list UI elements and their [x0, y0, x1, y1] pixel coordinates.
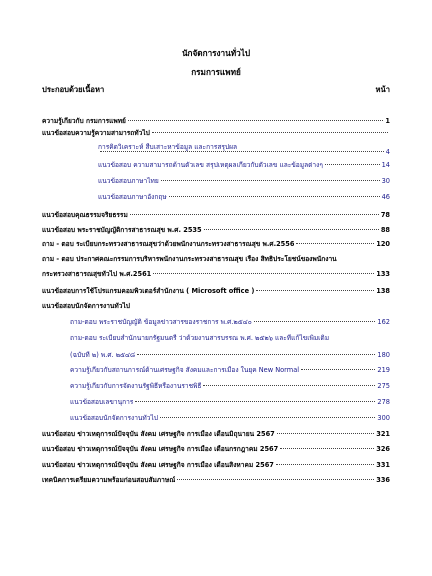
dot-leader	[135, 401, 375, 402]
toc-entry-page: 1	[385, 117, 390, 125]
toc-entry	[42, 255, 390, 263]
toc-entry-title: ถาม-ตอบ พระราชบัญญัติ ข้อมูลข่าวสารของราชการ พ.ศ.๒๕๔๐	[70, 318, 252, 326]
toc-entry-title: กระทรวงสาธารณสุขทั่วไป พ.ศ.2561	[42, 270, 152, 278]
dot-leader	[128, 120, 383, 121]
toc-entry	[42, 461, 390, 469]
toc-entry	[70, 398, 390, 406]
toc-entry	[98, 193, 390, 201]
toc-entry-page: 321	[376, 430, 390, 438]
document-title: นักจัดการงานทั่วไป	[181, 48, 251, 58]
dot-leader	[280, 448, 374, 449]
toc-entry-title: แนวข้อสอบภาษาไทย	[98, 177, 159, 185]
dot-leader	[100, 151, 384, 152]
toc-entry-title: เทคนิคการเตรียมความพร้อมก่อนสอบสัมภาษณ์	[42, 476, 176, 484]
toc-entry	[70, 334, 390, 342]
document-subtitle: กรมการแพทย์	[191, 67, 241, 77]
toc-entry-page: 162	[377, 318, 390, 326]
dot-leader	[177, 479, 374, 480]
toc-entry-title: (ฉบับที่ ๒) พ.ศ. ๒๕๔๘	[70, 351, 136, 359]
toc-entry-title: ถาม-ตอบ ระเบียบสำนักนายกรัฐมนตรี ว่าด้วยงานสารบรรณ พ.ศ. ๒๕๒๖ และที่แก้ไขเพิ่มเติม	[70, 334, 330, 342]
toc-entry-title: ความรู้เกี่ยวกับการจัดงานรัฐพิธีหรืองานราชพิธี	[70, 382, 202, 390]
toc-entry-title: ถาม - ตอบ ประกาศคณะกรรมการบริหารพนักงานกระทรวงสาธารณสุข เรื่อง สิทธิประโยชน์ของพนักงาน	[42, 255, 337, 263]
dot-leader	[130, 214, 379, 215]
dot-leader	[301, 369, 375, 370]
toc-entry-page: 14	[381, 161, 390, 169]
toc-entry-title: แนวข้อสอบ ข่าวเหตุการณ์ปัจจุบัน สังคม เศรษฐกิจ การเมือง เดือนสิงหาคม 2567	[42, 461, 274, 469]
dot-leader	[296, 243, 374, 244]
toc-entry-page: 219	[377, 366, 390, 374]
dot-leader	[276, 464, 374, 465]
toc-entry-title: แนวข้อสอบนักจัดการงานทั่วไป	[42, 302, 130, 310]
toc-entry	[42, 211, 390, 219]
toc-entry-title: แนวข้อสอบการใช้โปรแกรมคอมพิวเตอร์สำนักงาน ( Microsoft office )	[42, 287, 255, 295]
toc-entry-title: แนวข้อสอบ ข่าวเหตุการณ์ปัจจุบัน สังคม เศรษฐกิจ การเมือง เดือนมิถุนายน 2567	[42, 430, 275, 438]
toc-entry-page: 30	[381, 177, 390, 185]
toc-entry	[42, 302, 390, 310]
dot-leader	[160, 417, 375, 418]
contents-header: ประกอบด้วยเนื้อหา	[42, 85, 105, 94]
toc-entry-title: ความรู้เกี่ยวกับ กรมการแพทย์	[42, 117, 126, 125]
toc-entry	[42, 117, 390, 125]
toc-entry	[42, 476, 390, 484]
toc-entry-page: 278	[377, 398, 390, 406]
toc-entry-title: แนวข้อสอบ ข่าวเหตุการณ์ปัจจุบัน สังคม เศรษฐกิจ การเมือง เดือนกรกฎาคม 2567	[42, 445, 279, 453]
page-column-header: หน้า	[375, 85, 390, 94]
toc-entry	[98, 148, 390, 156]
dot-leader	[152, 132, 388, 133]
dot-leader	[254, 321, 376, 322]
dot-leader	[161, 180, 380, 181]
dot-leader	[137, 354, 375, 355]
toc-entry-title: แนวข้อสอบ พระราชบัญญัติการสาธารณสุข พ.ศ. 2535	[42, 226, 202, 234]
toc-entry	[42, 240, 390, 248]
toc-entry	[42, 430, 390, 438]
toc-entry	[70, 351, 390, 359]
toc-entry	[42, 287, 390, 295]
dot-leader	[256, 290, 374, 291]
dot-leader	[153, 273, 374, 274]
toc-entry	[70, 318, 390, 326]
toc-entry	[42, 226, 390, 234]
dot-leader	[204, 229, 379, 230]
toc-entry	[98, 161, 390, 169]
toc-entry-page: 275	[377, 382, 390, 390]
toc-entry	[70, 366, 390, 374]
toc-entry-title: ความรู้เกี่ยวกับสถานการณ์ด้านเศรษฐกิจ สังคมและการเมือง ในยุค New Normal	[70, 366, 300, 374]
toc-entry-page: 180	[377, 351, 390, 359]
dot-leader	[277, 433, 374, 434]
toc-entry-page: 331	[376, 461, 390, 469]
dot-leader	[203, 385, 375, 386]
toc-entry-page: 336	[376, 476, 390, 484]
toc-entry-page: 138	[376, 287, 390, 295]
dot-leader	[169, 196, 380, 197]
toc-entry-page: 300	[377, 414, 390, 422]
toc-entry-title: แนวข้อสอบความรู้ความสามารถทั่วไป	[42, 129, 150, 137]
toc-entry	[42, 445, 390, 453]
toc-entry	[42, 270, 390, 278]
toc-entry	[70, 414, 390, 422]
dot-leader	[325, 164, 380, 165]
toc-entry-title: แนวข้อสอบภาษาอังกฤษ	[98, 193, 167, 201]
toc-entry	[42, 129, 390, 137]
toc-entry-title: แนวข้อสอบเลขานุการ	[70, 398, 134, 406]
toc-entry-title: แนวข้อสอบนักจัดการงานทั่วไป	[70, 414, 158, 422]
toc-entry-page: 88	[380, 226, 390, 234]
toc-entry-page: 326	[376, 445, 390, 453]
toc-entry-title: การคิดวิเคราะห์ สืบเสาะหาข้อมูล และการสรุปผล	[98, 143, 237, 151]
toc-entry-title: แนวข้อสอบคุณธรรมจริยธรรม	[42, 211, 128, 219]
toc-entry	[98, 177, 390, 185]
toc-entry-page: 4	[385, 148, 390, 156]
toc-entry	[70, 382, 390, 390]
toc-entry-page: 133	[376, 270, 390, 278]
toc-entry-title: ถาม - ตอบ ระเบียบกระทรวงสาธารณสุขว่าด้วยพนักงานกระทรวงสาธารณสุข พ.ศ.2556	[42, 240, 295, 248]
toc-entry-page: 120	[376, 240, 390, 248]
toc-entry-title: แนวข้อสอบ ความสามารถด้านตัวเลข สรุปเหตุผลเกี่ยวกับตัวเลข และข้อมูลต่างๆ	[98, 161, 323, 169]
toc-entry-page: 46	[381, 193, 390, 201]
toc-entry-page: 78	[380, 211, 390, 219]
